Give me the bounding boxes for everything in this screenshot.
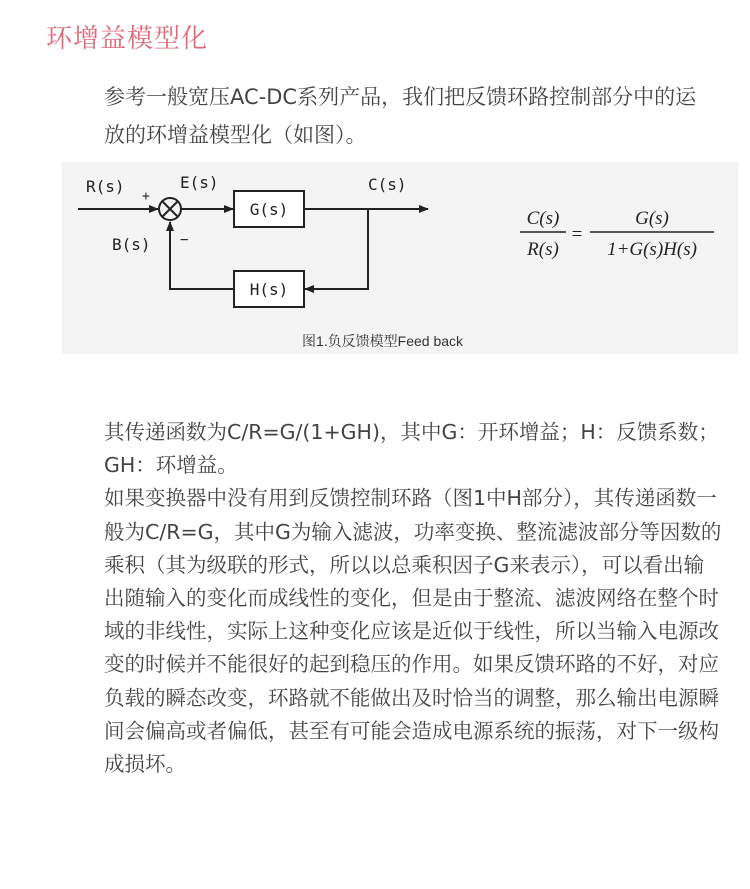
label-c: C(s) <box>368 175 407 194</box>
body-text <box>104 416 722 781</box>
figure-caption: 图1.负反馈模型Feed back <box>302 333 464 349</box>
body-paragraph-1: 其传递函数为C/R=G/(1+GH)，其中G：开环增益；H：反馈系数；GH：环增益。 <box>104 420 719 478</box>
label-e: E(s) <box>180 173 219 192</box>
h-block-label: H(s) <box>249 280 289 299</box>
formula-rhs-num: G(s) <box>635 208 669 229</box>
g-block-label: G(s) <box>249 200 289 219</box>
section-title: 环增益模型化 <box>46 24 209 54</box>
intro-paragraph: 参考一般宽压AC-DC系列产品，我们把反馈环路控制部分中的运放的环增益模型化（如图）。 <box>104 85 697 147</box>
feedback-diagram-figure <box>62 162 738 354</box>
block-diagram <box>62 162 738 354</box>
formula-lhs-num: C(s) <box>526 208 560 229</box>
summing-junction <box>159 198 181 220</box>
label-minus: − <box>180 232 189 248</box>
label-b: B(s) <box>112 235 151 254</box>
feedback-path-right <box>305 209 368 289</box>
formula-rhs-den: 1+G(s)H(s) <box>607 239 697 260</box>
label-plus: + <box>142 189 150 204</box>
formula-eq: = <box>571 224 583 245</box>
label-r: R(s) <box>86 177 125 196</box>
formula-lhs-den: R(s) <box>527 239 559 260</box>
transfer-formula <box>520 208 714 260</box>
body-paragraph-2: 如果变换器中没有用到反馈控制环路（图1中H部分），其传递函数一般为C/R=G，其中G为输入滤波，功率变换、整流滤波部分等因数的乘积（其为级联的形式，所以以总乘积因子G来表示），可以看出输出随输入的变化而成线性的变化，但是由于整流、滤波网络在整个时域的非线性，实际上这种变化应该是近似于线性，所以当输入电源改变的时候并不能很好的起到稳压的作用。如果反馈环路的不好，对应负载的瞬态改变，环路就不能做出及时恰当的调整，那么输出电源瞬间会偏高或者偏低，甚至有可能会造成电源系统的振荡，对下一级构成损坏。 <box>104 486 722 777</box>
